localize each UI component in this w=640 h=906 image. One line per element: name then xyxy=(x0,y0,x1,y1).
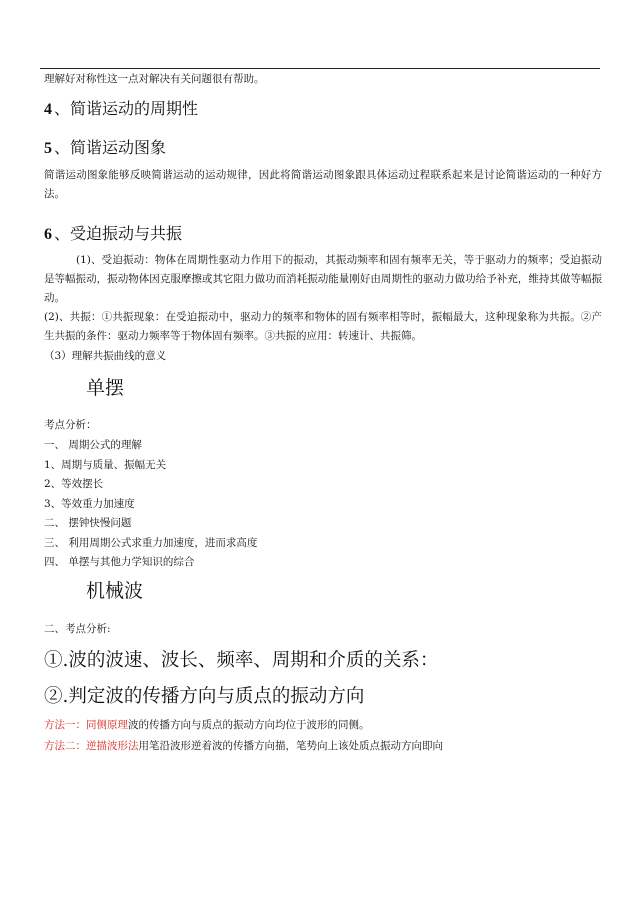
header-rule xyxy=(40,68,600,69)
pendulum-item: 三、 利用周期公式求重力加速度，进而求高度 xyxy=(44,537,258,549)
pendulum-item: 2、等效摆长 xyxy=(44,478,104,490)
section-5-body: 简谐运动图象能够反映简谐运动的运动规律，因此将简谐运动图象跟具体运动过程联系起来是讨论简谐运动的一种好方法。 xyxy=(44,169,602,200)
pendulum-item: 一、 周期公式的理解 xyxy=(44,439,142,451)
section-6-forced-vibration: (1)、受迫振动：物体在周期性驱动力作用下的振动，其振动频率和固有频率无关，等于驱动力的频率；受迫振动是等幅振动，振动物体因克服摩擦或其它阻力做功而消耗振动能量刚好由周期性的驱动力做功给予补充，维持其做等幅振动。 xyxy=(44,254,602,304)
method-2-text: 用笔沿波形逆着波的传播方向描，笔势向上该处质点振动方向即向 xyxy=(138,740,443,752)
section-6-title: 、受迫振动与共振 xyxy=(54,224,183,243)
section-5-heading xyxy=(44,138,166,159)
section-4-heading xyxy=(44,99,198,120)
section-6-heading xyxy=(44,224,182,245)
pendulum-heading: 单摆 xyxy=(86,377,125,399)
waves-point-2: ②.判定波的传播方向与质点的振动方向 xyxy=(44,686,365,707)
section-5-title: 、简谐运动图象 xyxy=(54,138,167,157)
method-2 xyxy=(44,739,443,753)
pendulum-item: 3、等效重力加速度 xyxy=(44,498,135,510)
method-1-text: 波的传播方向与质点的振动方向均位于波形的同侧。 xyxy=(128,719,370,731)
pendulum-item: 二、 摆钟快慢问题 xyxy=(44,517,132,529)
method-1-label: 方法一：同侧原理 xyxy=(44,719,128,731)
section-5-number: 5 xyxy=(44,140,52,157)
method-1 xyxy=(44,718,370,732)
intro-line: 理解好对称性这一点对解决有关问题很有帮助。 xyxy=(44,73,265,85)
section-4-number: 4 xyxy=(44,101,52,118)
waves-heading: 机械波 xyxy=(86,580,144,602)
waves-analysis-label: 二、考点分析: xyxy=(44,623,111,635)
method-2-label: 方法二：逆描波形法 xyxy=(44,740,139,752)
pendulum-item: 四、 单摆与其他力学知识的综合 xyxy=(44,556,195,568)
section-6-curve-note: （3）理解共振曲线的意义 xyxy=(44,350,167,362)
section-6-number: 6 xyxy=(44,226,52,243)
section-4-title: 、简谐运动的周期性 xyxy=(54,99,199,118)
waves-point-1: ①.波的波速、波长、频率、周期和介质的关系： xyxy=(44,650,439,671)
pendulum-analysis-label: 考点分析： xyxy=(44,419,97,431)
section-6-resonance: (2)、共振：①共振现象：在受迫振动中，驱动力的频率和物体的固有频率相等时，振幅最大，这种现象称为共振。②产生共振的条件：驱动力频率等于物体固有频率。③共振的应用：转速计、共振筛。 xyxy=(44,311,602,342)
pendulum-item: 1、周期与质量、振幅无关 xyxy=(44,459,167,471)
